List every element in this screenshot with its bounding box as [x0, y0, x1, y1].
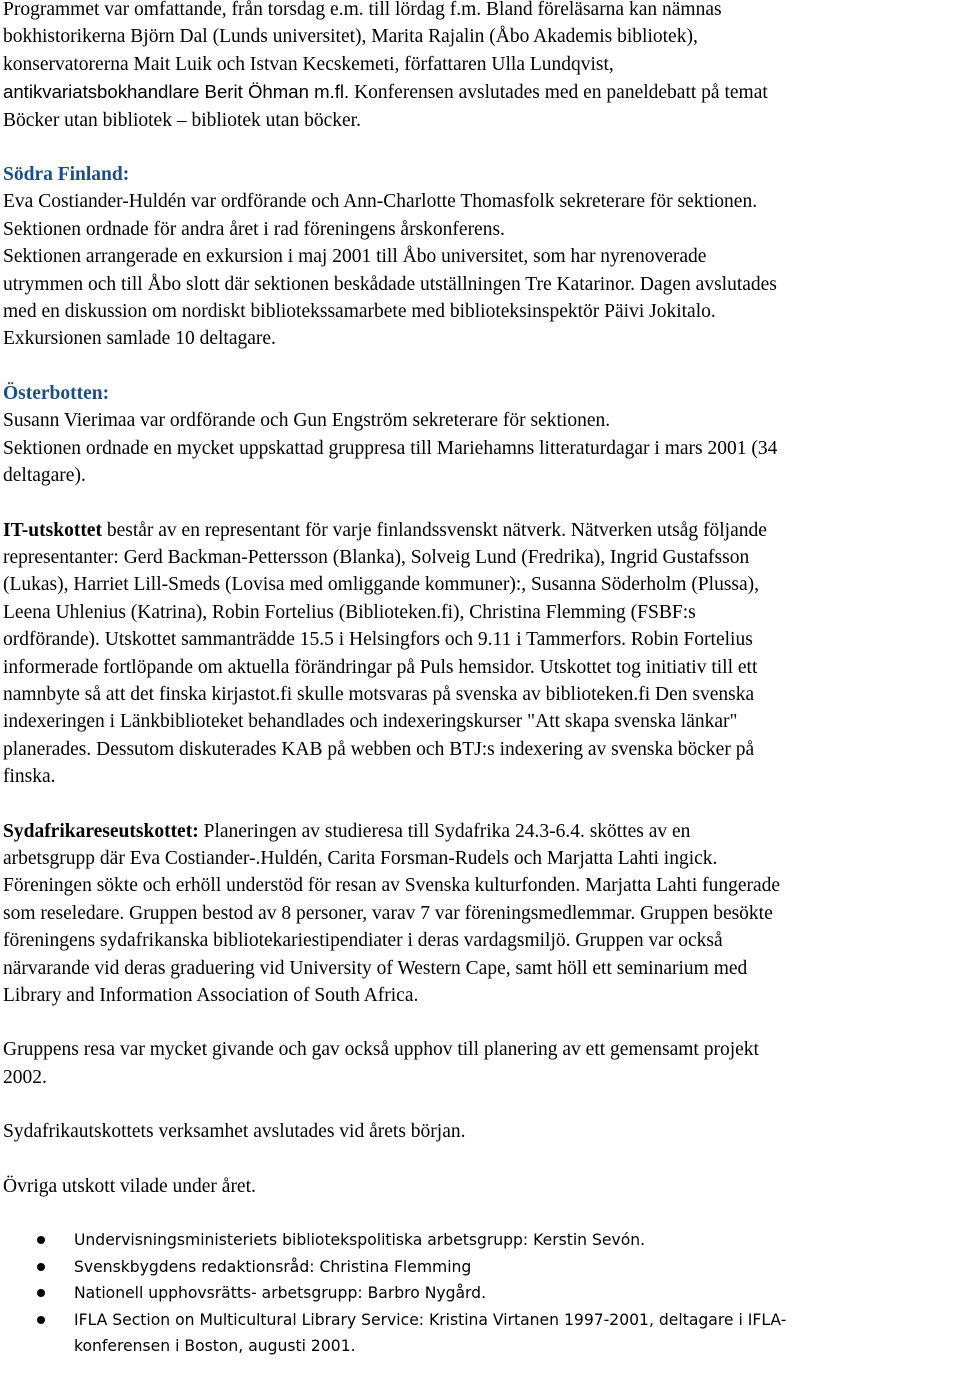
text-line: indexeringen i Länkbiblioteket behandlades och indexeringskurser "Att skapa svenska länkar"	[3, 711, 738, 733]
paragraph-sydafrika-end	[3, 1118, 955, 1145]
text-line: Föreningen sökte och erhöll understöd för resan av Svenska kulturfonden. Marjatta Lahti fungerade	[3, 875, 781, 897]
text-line: Exkursionen samlade 10 deltagare.	[3, 328, 276, 350]
text-line: planerades. Dessutom diskuterades KAB på webben och BTJ:s indexering av svenska böcker på	[3, 738, 755, 760]
bullet-icon	[37, 1263, 45, 1271]
text-line: informerade fortlöpande om aktuella förändringar på Puls hemsidor. Utskottet tog initiativ till ett	[3, 656, 758, 678]
text-line: finska.	[3, 766, 56, 788]
list-item	[3, 1227, 955, 1254]
intro-paragraph	[3, 0, 955, 134]
list-item	[3, 1307, 955, 1360]
text-line: närvarande vid deras graduering vid University of Western Cape, samt höll ett seminarium med	[3, 957, 748, 979]
spacer	[3, 134, 955, 161]
text-line: Övriga utskott vilade under året.	[3, 1175, 256, 1197]
list-item	[3, 1280, 955, 1307]
list-item-text: Nationell upphovsrätts- arbetsgrupp: Barbro Nygård.	[74, 1284, 487, 1303]
text-line: konservatorerna Mait Luik och Istvan Kecskemeti, författaren Ulla Lundqvist,	[3, 53, 614, 75]
list-item-text: konferensen i Boston, augusti 2001.	[74, 1337, 356, 1356]
spacer	[3, 1009, 955, 1036]
section-label: IT-utskottet	[3, 519, 102, 541]
text-line: (Lukas), Harriet Lill-Smeds (Lovisa med omliggande kommuner):, Susanna Söderholm (Plussa),	[3, 574, 760, 596]
list-item-text: Svenskbygdens redaktionsråd: Christina Flemming	[74, 1257, 472, 1276]
text-line: Library and Information Association of South Africa.	[3, 985, 419, 1006]
sans-segment: antikvariatsbokhandlare Berit Öhman m.fl.	[3, 81, 350, 103]
spacer	[3, 791, 955, 818]
section-heading: Österbotten:	[3, 382, 110, 404]
text-line: utrymmen och till Åbo slott där sektionen beskådade utställningen Tre Katarinor. Dagen avslutades	[3, 273, 777, 295]
list-item	[3, 1254, 955, 1281]
text-line	[3, 818, 955, 845]
spacer	[3, 1091, 955, 1118]
text-segment: Planeringen av studieresa till Sydafrika 24.3-6.4. sköttes av en	[198, 820, 691, 842]
section-label: Sydafrikareseutskottet:	[3, 820, 199, 842]
spacer	[3, 490, 955, 517]
list-item-text: IFLA Section on Multicultural Library Service: Kristina Virtanen 1997-2001, deltagare i IFLA-	[74, 1310, 787, 1329]
spacer	[3, 353, 955, 380]
text-line: som reseledare. Gruppen bestod av 8 personer, varav 7 var föreningsmedlemmar. Gruppen besökte	[3, 902, 773, 924]
text-line: bokhistorikerna Björn Dal (Lunds universitet), Marita Rajalin (Åbo Akademis bibliotek),	[3, 26, 698, 48]
text-line: namnbyte så att det finska kirjastot.fi skulle motsvaras på svenska av biblioteken.fi Den svenska	[3, 683, 755, 705]
text-line: Sydafrikautskottets verksamhet avslutades vid årets början.	[3, 1121, 466, 1143]
text-line: representanter: Gerd Backman-Pettersson (Blanka), Solveig Lund (Fredrika), Ingrid Gustafsson	[3, 546, 750, 568]
bullet-icon	[37, 1316, 45, 1324]
text-line: deltagare).	[3, 465, 86, 487]
text-line: 2002.	[3, 1066, 47, 1088]
section-it-utskottet	[3, 517, 955, 791]
text-line	[3, 78, 955, 106]
bullet-icon	[37, 1236, 45, 1244]
text-line: föreningens sydafrikanska bibliotekariestipendiater i deras vardagsmiljö. Gruppen var också	[3, 930, 723, 952]
section-osterbotten	[3, 380, 955, 490]
text-line: Leena Uhlenius (Katrina), Robin Fortelius (Biblioteken.fi), Christina Flemming (FSBF:s	[3, 601, 696, 623]
text-line: Programmet var omfattande, från torsdag e.m. till lördag f.m. Bland föreläsarna kan nämnas	[3, 0, 722, 20]
text-line: Gruppens resa var mycket givande och gav också upphov till planering av ett gemensamt projekt	[3, 1039, 759, 1061]
text-line: Sektionen ordnade för andra året i rad föreningens årskonferens.	[3, 218, 505, 240]
text-line: ordförande). Utskottet sammanträdde 15.5 i Helsingfors och 9.11 i Tammerfors. Robin Fortelius	[3, 629, 753, 651]
text-line: Böcker utan bibliotek – bibliotek utan böcker.	[3, 109, 361, 131]
section-sodra-finland	[3, 161, 955, 353]
text-segment: består av en representant för varje finlandssvenskt nätverk. Nätverken utsåg följande	[101, 519, 767, 541]
bullet-list	[3, 1227, 955, 1360]
spacer	[3, 1146, 955, 1173]
paragraph-ovriga	[3, 1173, 955, 1200]
text-line: med en diskussion om nordiskt bibliotekssamarbete med biblioteksinspektör Päivi Jokitalo.	[3, 301, 716, 323]
text-line: Sektionen ordnade en mycket uppskattad gruppresa till Mariehamns litteraturdagar i mars 2001 (34	[3, 437, 778, 459]
bullet-icon	[37, 1289, 45, 1297]
spacer	[3, 1200, 955, 1227]
serif-segment: Konferensen avslutades med en paneldebatt på temat	[349, 82, 768, 104]
list-item-text: Undervisningsministeriets bibliotekspolitiska arbetsgrupp: Kerstin Sevón.	[74, 1231, 646, 1250]
text-line: Eva Costiander-Huldén var ordförande och Ann-Charlotte Thomasfolk sekreterare för sektionen.	[3, 191, 758, 213]
text-line: Sektionen arrangerade en exkursion i maj 2001 till Åbo universitet, som har nyrenoverade	[3, 246, 707, 268]
document-page	[3, 0, 955, 1360]
text-line: Susann Vierimaa var ordförande och Gun Engström sekreterare för sektionen.	[3, 410, 611, 432]
paragraph-gruppens-resa	[3, 1036, 955, 1091]
text-line	[3, 517, 955, 544]
section-sydafrika	[3, 818, 955, 1010]
text-line: arbetsgrupp där Eva Costiander-.Huldén, Carita Forsman-Rudels och Marjatta Lahti ingick.	[3, 847, 718, 869]
section-heading: Södra Finland:	[3, 164, 130, 186]
